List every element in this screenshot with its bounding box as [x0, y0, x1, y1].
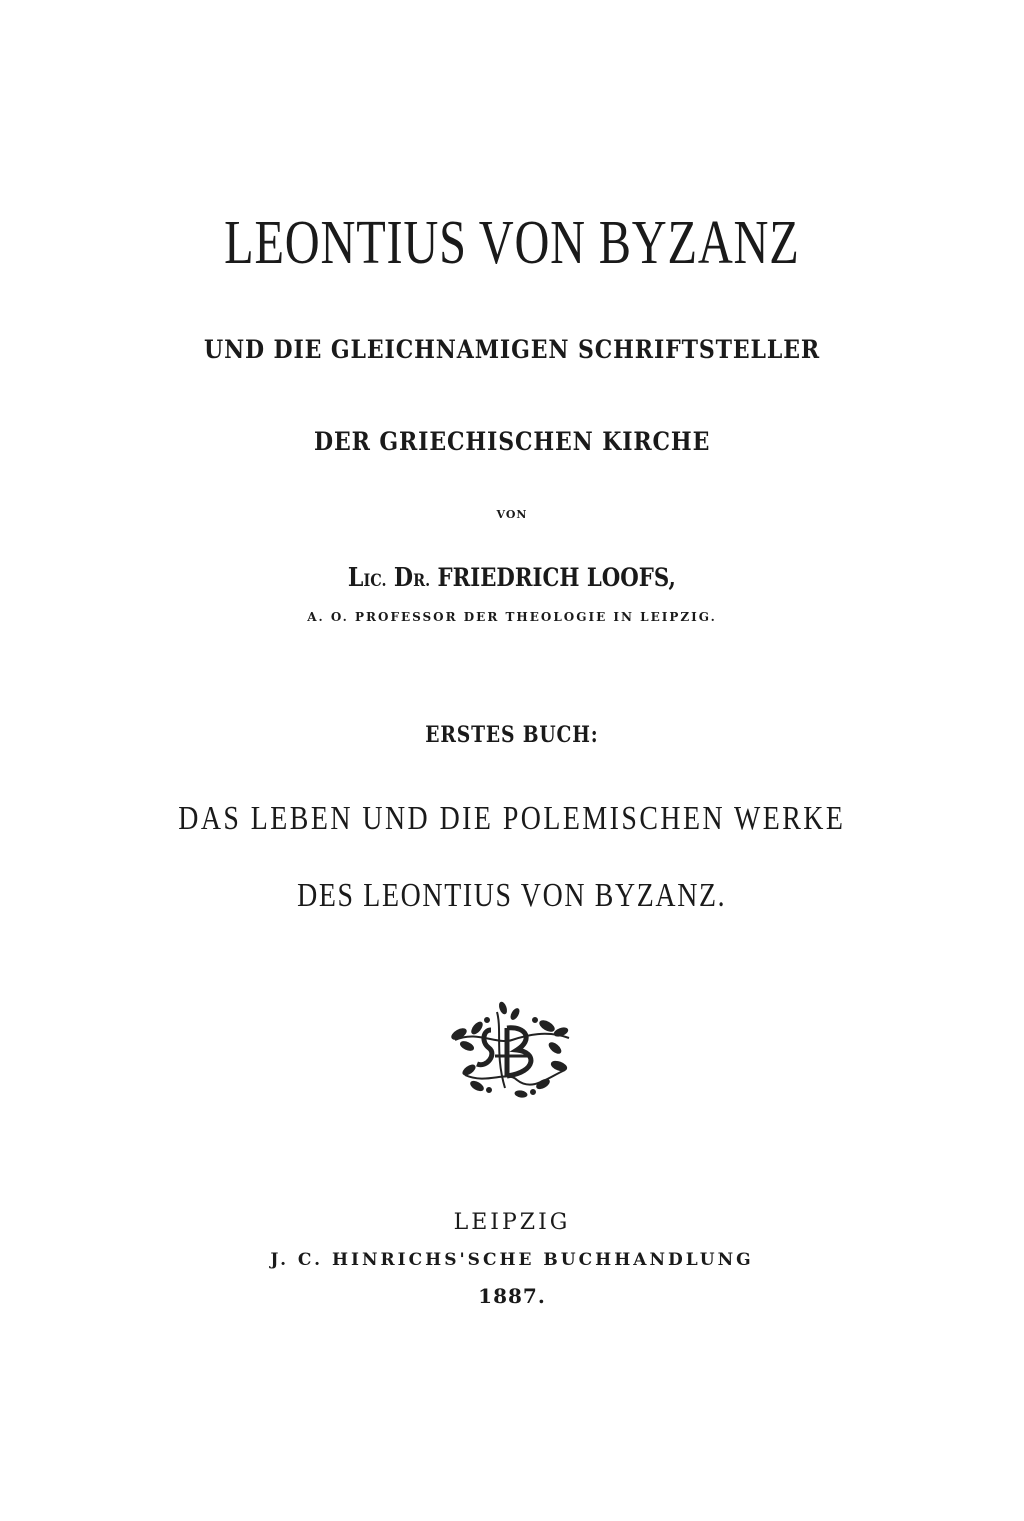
subtitle-line-1 — [0, 335, 1024, 364]
author-line — [0, 563, 1024, 593]
author-name: FRIEDRICH LOOFS, — [437, 563, 676, 592]
dr-rest: R. — [413, 571, 431, 591]
author-affiliation: A. O. PROFESSOR DER THEOLOGIE IN LEIPZIG. — [307, 610, 717, 624]
book-title-text: LEONTIUS VON BYZANZ — [224, 209, 800, 277]
book-title-line-2-text: DES LEONTIUS VON BYZANZ. — [297, 877, 727, 914]
book-label — [0, 722, 1024, 748]
imprint-publisher: J. C. HINRICHS'SCHE BUCHHANDLUNG — [270, 1250, 754, 1270]
subtitle-line-1-text: UND DIE GLEICHNAMIGEN SCHRIFTSTELLER — [203, 335, 821, 364]
lic-initial: L — [348, 563, 364, 593]
dr-initial: D — [394, 563, 414, 593]
lic-rest: IC. — [363, 571, 387, 591]
publisher-emblem-icon — [447, 1000, 577, 1100]
subtitle-line-2 — [0, 427, 1024, 456]
book-label-text: ERSTES BUCH: — [425, 722, 599, 748]
imprint-city: LEIPZIG — [453, 1210, 571, 1235]
by-line: VON — [496, 508, 528, 521]
subtitle-line-2-text: DER GRIECHISCHEN KIRCHE — [313, 427, 711, 456]
book-title-line-2 — [0, 877, 1024, 915]
book-title-line-1-text: DAS LEBEN UND DIE POLEMISCHEN WERKE — [178, 800, 846, 837]
book-title-line-1 — [0, 800, 1024, 838]
book-title — [0, 208, 1024, 279]
imprint-year: 1887. — [478, 1284, 546, 1308]
